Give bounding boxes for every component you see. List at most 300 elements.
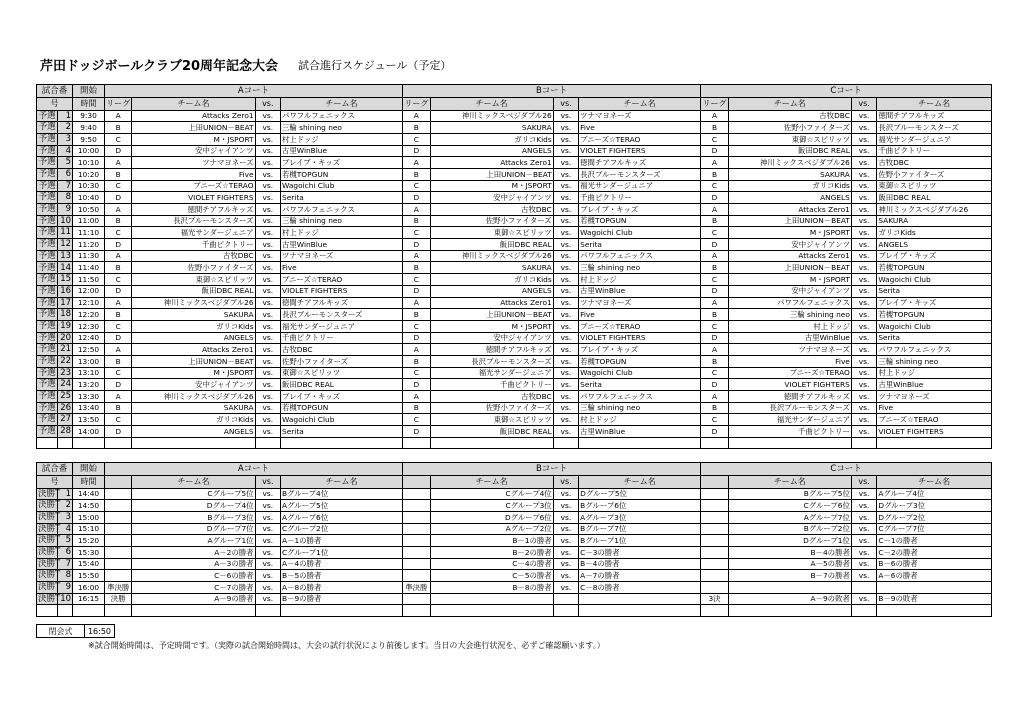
vs-cell: vs. [553, 192, 578, 204]
stage-cell: 決勝T [38, 523, 61, 534]
table-row [37, 379, 992, 391]
empty-cell [73, 605, 105, 617]
team-header: チーム名 [281, 98, 403, 111]
stage-cell: 決勝T [38, 570, 61, 581]
league-cell: D [403, 239, 431, 251]
vs-header: vs. [851, 476, 876, 489]
team-1-cell: 長沢ブルーモンスターズ [430, 355, 553, 367]
team-2-cell: VIOLET FIGHTERS [579, 332, 701, 344]
team-2-cell: 長沢ブルーモンスターズ [579, 168, 701, 180]
team-2-cell: 徳間チアフルキッズ [877, 110, 992, 122]
table-row [37, 426, 992, 438]
match-number-cell: 27 [58, 414, 73, 426]
empty-cell [728, 605, 851, 617]
league-cell: A [403, 204, 431, 216]
team-2-cell: C－8の勝者 [579, 582, 701, 594]
start-time-cell: 10:30 [73, 180, 105, 192]
league-cell [104, 535, 132, 547]
match-number-cell: 21 [58, 344, 73, 356]
team-1-cell: SAKURA [430, 262, 553, 274]
league-cell: B [403, 122, 431, 134]
match-number-cell: 25 [58, 391, 73, 403]
team-1-cell: C－6の勝者 [132, 570, 255, 582]
empty-cell [58, 437, 73, 449]
team-1-cell: 古牧DBC [430, 391, 553, 403]
match-number-cell: 12 [58, 239, 73, 251]
league-cell: C [701, 367, 729, 379]
team-1-cell [728, 582, 851, 594]
team-2-cell: Five [579, 122, 701, 134]
team-2-cell: 古牧DBC [877, 157, 992, 169]
empty-cell [579, 605, 701, 617]
start-time-cell: 13:00 [73, 355, 105, 367]
start-time-cell: 13:40 [73, 402, 105, 414]
court-a-header: Aコート [104, 85, 402, 98]
team-1-cell: B－4の勝者 [728, 546, 851, 558]
start-header-2: 時間 [73, 476, 105, 489]
team-2-cell: ブニーズ☆TERAO [579, 320, 701, 332]
closing-ceremony-row [36, 624, 115, 638]
team-1-cell: Dグループ4位 [132, 500, 255, 512]
vs-cell: vs. [553, 180, 578, 192]
league-cell: B [701, 402, 729, 414]
match-number-cell: 24 [58, 379, 73, 391]
team-1-cell: B－2の勝者 [430, 546, 553, 558]
stage-cell: 予選 [37, 215, 58, 227]
vs-cell: vs. [851, 558, 876, 570]
match-no-header-2: 号 [37, 476, 73, 489]
team-2-cell: ツナマヨネーズ [877, 391, 992, 403]
league-cell [104, 488, 132, 500]
header-row-columns [37, 98, 992, 111]
match-number-cell: 3 [58, 133, 73, 145]
empty-cell [430, 605, 553, 617]
league-cell: B [701, 122, 729, 134]
league-cell: A [403, 344, 431, 356]
match-number-cell: 8 [58, 192, 73, 204]
vs-cell: vs. [553, 320, 578, 332]
empty-cell [877, 605, 992, 617]
stage-cell: 予選 [37, 391, 58, 403]
vs-cell: vs. [851, 426, 876, 438]
league-cell: D [701, 145, 729, 157]
empty-cell [255, 437, 280, 449]
vs-cell: vs. [553, 414, 578, 426]
team-2-cell: A－1の勝者 [281, 535, 403, 547]
league-cell: B [104, 309, 132, 321]
match-number-cell: 9 [58, 582, 73, 594]
final-header-row-courts [37, 463, 992, 476]
team-1-cell: M・JSPORT [430, 180, 553, 192]
vs-cell: vs. [851, 379, 876, 391]
vs-cell: vs. [255, 570, 280, 582]
empty-cell [37, 605, 58, 617]
vs-cell: vs. [553, 523, 578, 535]
vs-header: vs. [255, 476, 280, 489]
team-2-cell: Serita [579, 239, 701, 251]
table-row [37, 227, 992, 239]
team-2-cell: 佐野小ファイターズ [877, 168, 992, 180]
match-number-cell: 9 [58, 204, 73, 216]
team-2-cell: VIOLET FIGHTERS [579, 145, 701, 157]
league-cell [701, 523, 729, 535]
team-1-cell: Cグループ6位 [728, 500, 851, 512]
league-cell: D [403, 285, 431, 297]
team-1-cell: 安中ジャイアンツ [728, 285, 851, 297]
league-cell: A [104, 157, 132, 169]
table-row [37, 332, 992, 344]
empty-cell [553, 437, 578, 449]
league-cell: A [403, 391, 431, 403]
team-1-cell: 飯田DBC REAL [430, 426, 553, 438]
team-1-cell: 東御☆スピリッツ [430, 227, 553, 239]
league-cell: D [701, 426, 729, 438]
team-2-cell: A－6の勝者 [877, 570, 992, 582]
stage-cell: 予選 [37, 402, 58, 414]
team-1-cell: M・JSPORT [132, 133, 255, 145]
start-time-cell: 11:40 [73, 262, 105, 274]
team-1-cell: Cグループ4位 [430, 488, 553, 500]
league-cell: C [104, 274, 132, 286]
start-time-cell: 11:30 [73, 250, 105, 262]
vs-cell: vs. [553, 500, 578, 512]
vs-cell: vs. [553, 535, 578, 547]
league-cell: 決勝 [104, 593, 132, 605]
team-header: チーム名 [281, 476, 403, 489]
closing-label: 閉会式 [37, 625, 85, 638]
team-1-cell: ツナマヨネーズ [728, 344, 851, 356]
team-2-cell: ANGELS [877, 239, 992, 251]
vs-cell: vs. [255, 523, 280, 535]
empty-cell [104, 437, 132, 449]
vs-cell: vs. [255, 250, 280, 262]
vs-cell [851, 582, 876, 594]
stage-cell: 予選 [37, 157, 58, 169]
table-row [37, 122, 992, 134]
stage-cell: 予選 [37, 110, 58, 122]
stage-cell: 予選 [37, 426, 58, 438]
league-cell: B [701, 168, 729, 180]
empty-cell [104, 605, 132, 617]
team-2-cell: 千曲ピクトリー [281, 332, 403, 344]
stage-cell: 決勝T [38, 547, 61, 558]
league-cell: A [701, 157, 729, 169]
stage-cell: 予選 [37, 168, 58, 180]
start-time-cell: 16:15 [73, 593, 105, 605]
league-cell: C [701, 180, 729, 192]
team-2-cell: パワフルフェニックス [579, 250, 701, 262]
vs-cell: vs. [255, 402, 280, 414]
team-1-cell: 安中ジャイアンツ [132, 145, 255, 157]
team-2-cell: 佐野小ファイターズ [281, 355, 403, 367]
vs-cell: vs. [851, 192, 876, 204]
empty-cell [58, 605, 73, 617]
match-number-cell: 19 [58, 320, 73, 332]
team-1-cell: 上田UNION－BEAT [728, 215, 851, 227]
team-1-cell: C－5の勝者 [430, 570, 553, 582]
team-header: チーム名 [579, 98, 701, 111]
team-1-cell: Aグループ2位 [430, 523, 553, 535]
vs-cell: vs. [553, 546, 578, 558]
team-1-cell: B－8の勝者 [430, 582, 553, 594]
start-header: 開始 [73, 85, 105, 98]
team-1-cell: ブニーズ☆TERAO [728, 367, 851, 379]
match-no-header: 試合番 [37, 463, 73, 476]
table-row [37, 344, 992, 356]
vs-cell: vs. [851, 511, 876, 523]
closing-time: 16:50 [85, 625, 115, 638]
vs-cell: vs. [255, 391, 280, 403]
table-row [37, 297, 992, 309]
team-2-cell: 古里WinBlue [579, 426, 701, 438]
team-2-cell: B－9の敗者 [877, 593, 992, 605]
match-no-header-2: 号 [37, 98, 73, 111]
league-cell [403, 488, 431, 500]
empty-cell [73, 437, 105, 449]
team-2-cell: 古里WinBlue [877, 379, 992, 391]
table-row [37, 523, 992, 535]
team-1-cell: ガリコKids [132, 320, 255, 332]
league-cell: D [104, 192, 132, 204]
team-2-cell: ブニーズ☆TERAO [877, 414, 992, 426]
document-title: 芹田ドッジボールクラブ20周年記念大会 [40, 59, 279, 74]
table-row [37, 535, 992, 547]
team-2-cell: 村上ドッジ [281, 133, 403, 145]
league-cell: C [701, 414, 729, 426]
match-number-cell: 7 [58, 180, 73, 192]
vs-cell: vs. [255, 110, 280, 122]
vs-cell: vs. [255, 192, 280, 204]
league-cell: D [701, 285, 729, 297]
vs-cell: vs. [553, 285, 578, 297]
start-time-cell: 11:00 [73, 215, 105, 227]
team-2-cell: B－5の勝者 [281, 570, 403, 582]
league-cell: C [403, 227, 431, 239]
table-row [37, 145, 992, 157]
vs-cell: vs. [851, 297, 876, 309]
league-cell: B [104, 122, 132, 134]
match-number-cell: 10 [58, 215, 73, 227]
team-1-cell: A－5の勝者 [728, 558, 851, 570]
stage-cell: 決勝T [38, 500, 61, 511]
start-time-cell: 11:20 [73, 239, 105, 251]
team-header: チーム名 [579, 476, 701, 489]
match-number-cell: 3 [58, 511, 73, 523]
league-cell: D [104, 285, 132, 297]
team-2-cell: 東御☆スピリッツ [877, 180, 992, 192]
team-2-cell: 若槻TOPGUN [877, 262, 992, 274]
team-1-cell: M・JSPORT [728, 227, 851, 239]
league-cell: A [104, 110, 132, 122]
start-time-cell: 12:50 [73, 344, 105, 356]
vs-cell: vs. [851, 488, 876, 500]
league-cell: C [403, 367, 431, 379]
start-time-cell: 13:10 [73, 367, 105, 379]
team-1-cell: SAKURA [430, 122, 553, 134]
team-header: チーム名 [728, 98, 851, 111]
start-time-cell: 15:30 [73, 546, 105, 558]
start-time-cell: 12:30 [73, 320, 105, 332]
team-1-cell: 飯田DBC REAL [430, 239, 553, 251]
team-1-cell: 神川ミックスベジダブル26 [132, 297, 255, 309]
team-2-cell: ガリコKids [877, 227, 992, 239]
header-row-courts [37, 85, 992, 98]
vs-cell: vs. [851, 402, 876, 414]
empty-cell [37, 437, 58, 449]
team-1-cell: 古里WinBlue [728, 332, 851, 344]
court-b-header: Bコート [403, 85, 701, 98]
team-1-cell: 上田UNION－BEAT [430, 309, 553, 321]
vs-cell: vs. [553, 122, 578, 134]
league-header: リーグ [403, 98, 431, 111]
team-2-cell: C－2の勝者 [877, 546, 992, 558]
team-1-cell: 福光サンダージュニア [430, 367, 553, 379]
team-2-cell: Wagoichi Club [579, 227, 701, 239]
team-2-cell: パワフルフェニックス [579, 391, 701, 403]
table-row [37, 582, 992, 594]
table-row [37, 488, 992, 500]
team-2-cell: 古牧DBC [281, 344, 403, 356]
vs-cell: vs. [851, 309, 876, 321]
team-1-cell: SAKURA [132, 309, 255, 321]
document-subtitle: 試合進行スケジュール（予定） [298, 59, 452, 72]
vs-cell: vs. [255, 511, 280, 523]
vs-cell: vs. [553, 250, 578, 262]
team-1-cell: ガリコKids [430, 274, 553, 286]
start-time-cell: 12:40 [73, 332, 105, 344]
vs-cell: vs. [851, 122, 876, 134]
table-row [37, 367, 992, 379]
team-2-cell: Cグループ1位 [281, 546, 403, 558]
team-2-cell: 三輪 shining neo [281, 215, 403, 227]
table-row [37, 250, 992, 262]
team-2-cell: 徳間チアフルキッズ [281, 297, 403, 309]
team-2-cell: 三輪 shining neo [281, 122, 403, 134]
vs-cell: vs. [851, 250, 876, 262]
empty-cell [851, 605, 876, 617]
team-1-cell: 福光サンダージュニア [728, 414, 851, 426]
team-1-cell: 千曲ピクトリー [132, 239, 255, 251]
team-2-cell: 若槻TOPGUN [579, 215, 701, 227]
vs-cell: vs. [553, 168, 578, 180]
vs-cell: vs. [553, 215, 578, 227]
vs-cell: vs. [851, 500, 876, 512]
empty-cell [255, 605, 280, 617]
start-time-cell: 9:50 [73, 133, 105, 145]
league-cell: C [104, 320, 132, 332]
table-row [37, 593, 992, 605]
league-cell [104, 500, 132, 512]
empty-cell [132, 437, 255, 449]
stage-cell: 予選 [37, 204, 58, 216]
league-cell [701, 511, 729, 523]
stage-cell: 予選 [37, 332, 58, 344]
league-cell: A [104, 391, 132, 403]
team-2-cell: Dグループ5位 [579, 488, 701, 500]
team-1-cell: ANGELS [132, 426, 255, 438]
vs-cell: vs. [255, 379, 280, 391]
team-2-cell: Wagoichi Club [579, 367, 701, 379]
vs-header: vs. [255, 98, 280, 111]
league-cell: A [104, 297, 132, 309]
vs-cell: vs. [851, 239, 876, 251]
team-1-cell: 上田UNION－BEAT [430, 168, 553, 180]
team-2-cell: Wagoichi Club [877, 274, 992, 286]
match-number-cell: 6 [58, 546, 73, 558]
vs-cell: vs. [553, 145, 578, 157]
final-header-row-columns [37, 476, 992, 489]
team-1-cell: M・JSPORT [132, 367, 255, 379]
league-cell: A [701, 297, 729, 309]
court-a-header: Aコート [104, 463, 402, 476]
start-time-cell: 9:40 [73, 122, 105, 134]
vs-cell: vs. [553, 488, 578, 500]
league-cell: B [403, 402, 431, 414]
league-cell: A [701, 110, 729, 122]
team-2-cell: Serita [579, 379, 701, 391]
match-number-cell: 13 [58, 250, 73, 262]
vs-cell: vs. [255, 535, 280, 547]
team-2-cell: Cグループ2位 [281, 523, 403, 535]
vs-cell: vs. [553, 379, 578, 391]
league-cell [104, 558, 132, 570]
team-2-cell: ブニーズ☆TERAO [281, 274, 403, 286]
team-1-cell: A－3の勝者 [132, 558, 255, 570]
match-number-cell: 17 [58, 297, 73, 309]
vs-cell: vs. [851, 391, 876, 403]
league-cell [403, 523, 431, 535]
team-1-cell: ANGELS [132, 332, 255, 344]
table-row [37, 157, 992, 169]
stage-cell: 予選 [37, 367, 58, 379]
league-cell: B [403, 262, 431, 274]
stage-cell: 決勝T [38, 511, 61, 522]
round-cell [104, 476, 132, 489]
league-cell: D [104, 239, 132, 251]
team-2-cell: B－4の勝者 [579, 558, 701, 570]
table-row [37, 180, 992, 192]
team-2-cell [579, 593, 701, 605]
team-header: チーム名 [877, 476, 992, 489]
team-2-cell: A－4の勝者 [281, 558, 403, 570]
league-cell: D [403, 426, 431, 438]
table-row [37, 414, 992, 426]
league-cell: A [403, 297, 431, 309]
league-cell: C [701, 227, 729, 239]
team-1-cell: 長沢ブルーモンスターズ [728, 402, 851, 414]
team-1-cell: 上田UNION－BEAT [728, 262, 851, 274]
league-cell [403, 535, 431, 547]
vs-cell: vs. [255, 122, 280, 134]
team-2-cell [877, 582, 992, 594]
table-row [37, 262, 992, 274]
vs-cell: vs. [851, 535, 876, 547]
team-2-cell: Serita [281, 426, 403, 438]
vs-cell: vs. [851, 320, 876, 332]
table-row [37, 391, 992, 403]
start-time-cell: 10:50 [73, 204, 105, 216]
league-cell: A [403, 250, 431, 262]
stage-cell: 決勝T [38, 535, 61, 546]
match-number-cell: 2 [58, 500, 73, 512]
league-header: リーグ [701, 98, 729, 111]
match-number-cell: 4 [58, 523, 73, 535]
league-cell: A [104, 204, 132, 216]
team-1-cell: SAKURA [728, 168, 851, 180]
vs-cell: vs. [851, 262, 876, 274]
team-1-cell: ANGELS [430, 145, 553, 157]
stage-cell: 予選 [37, 309, 58, 321]
